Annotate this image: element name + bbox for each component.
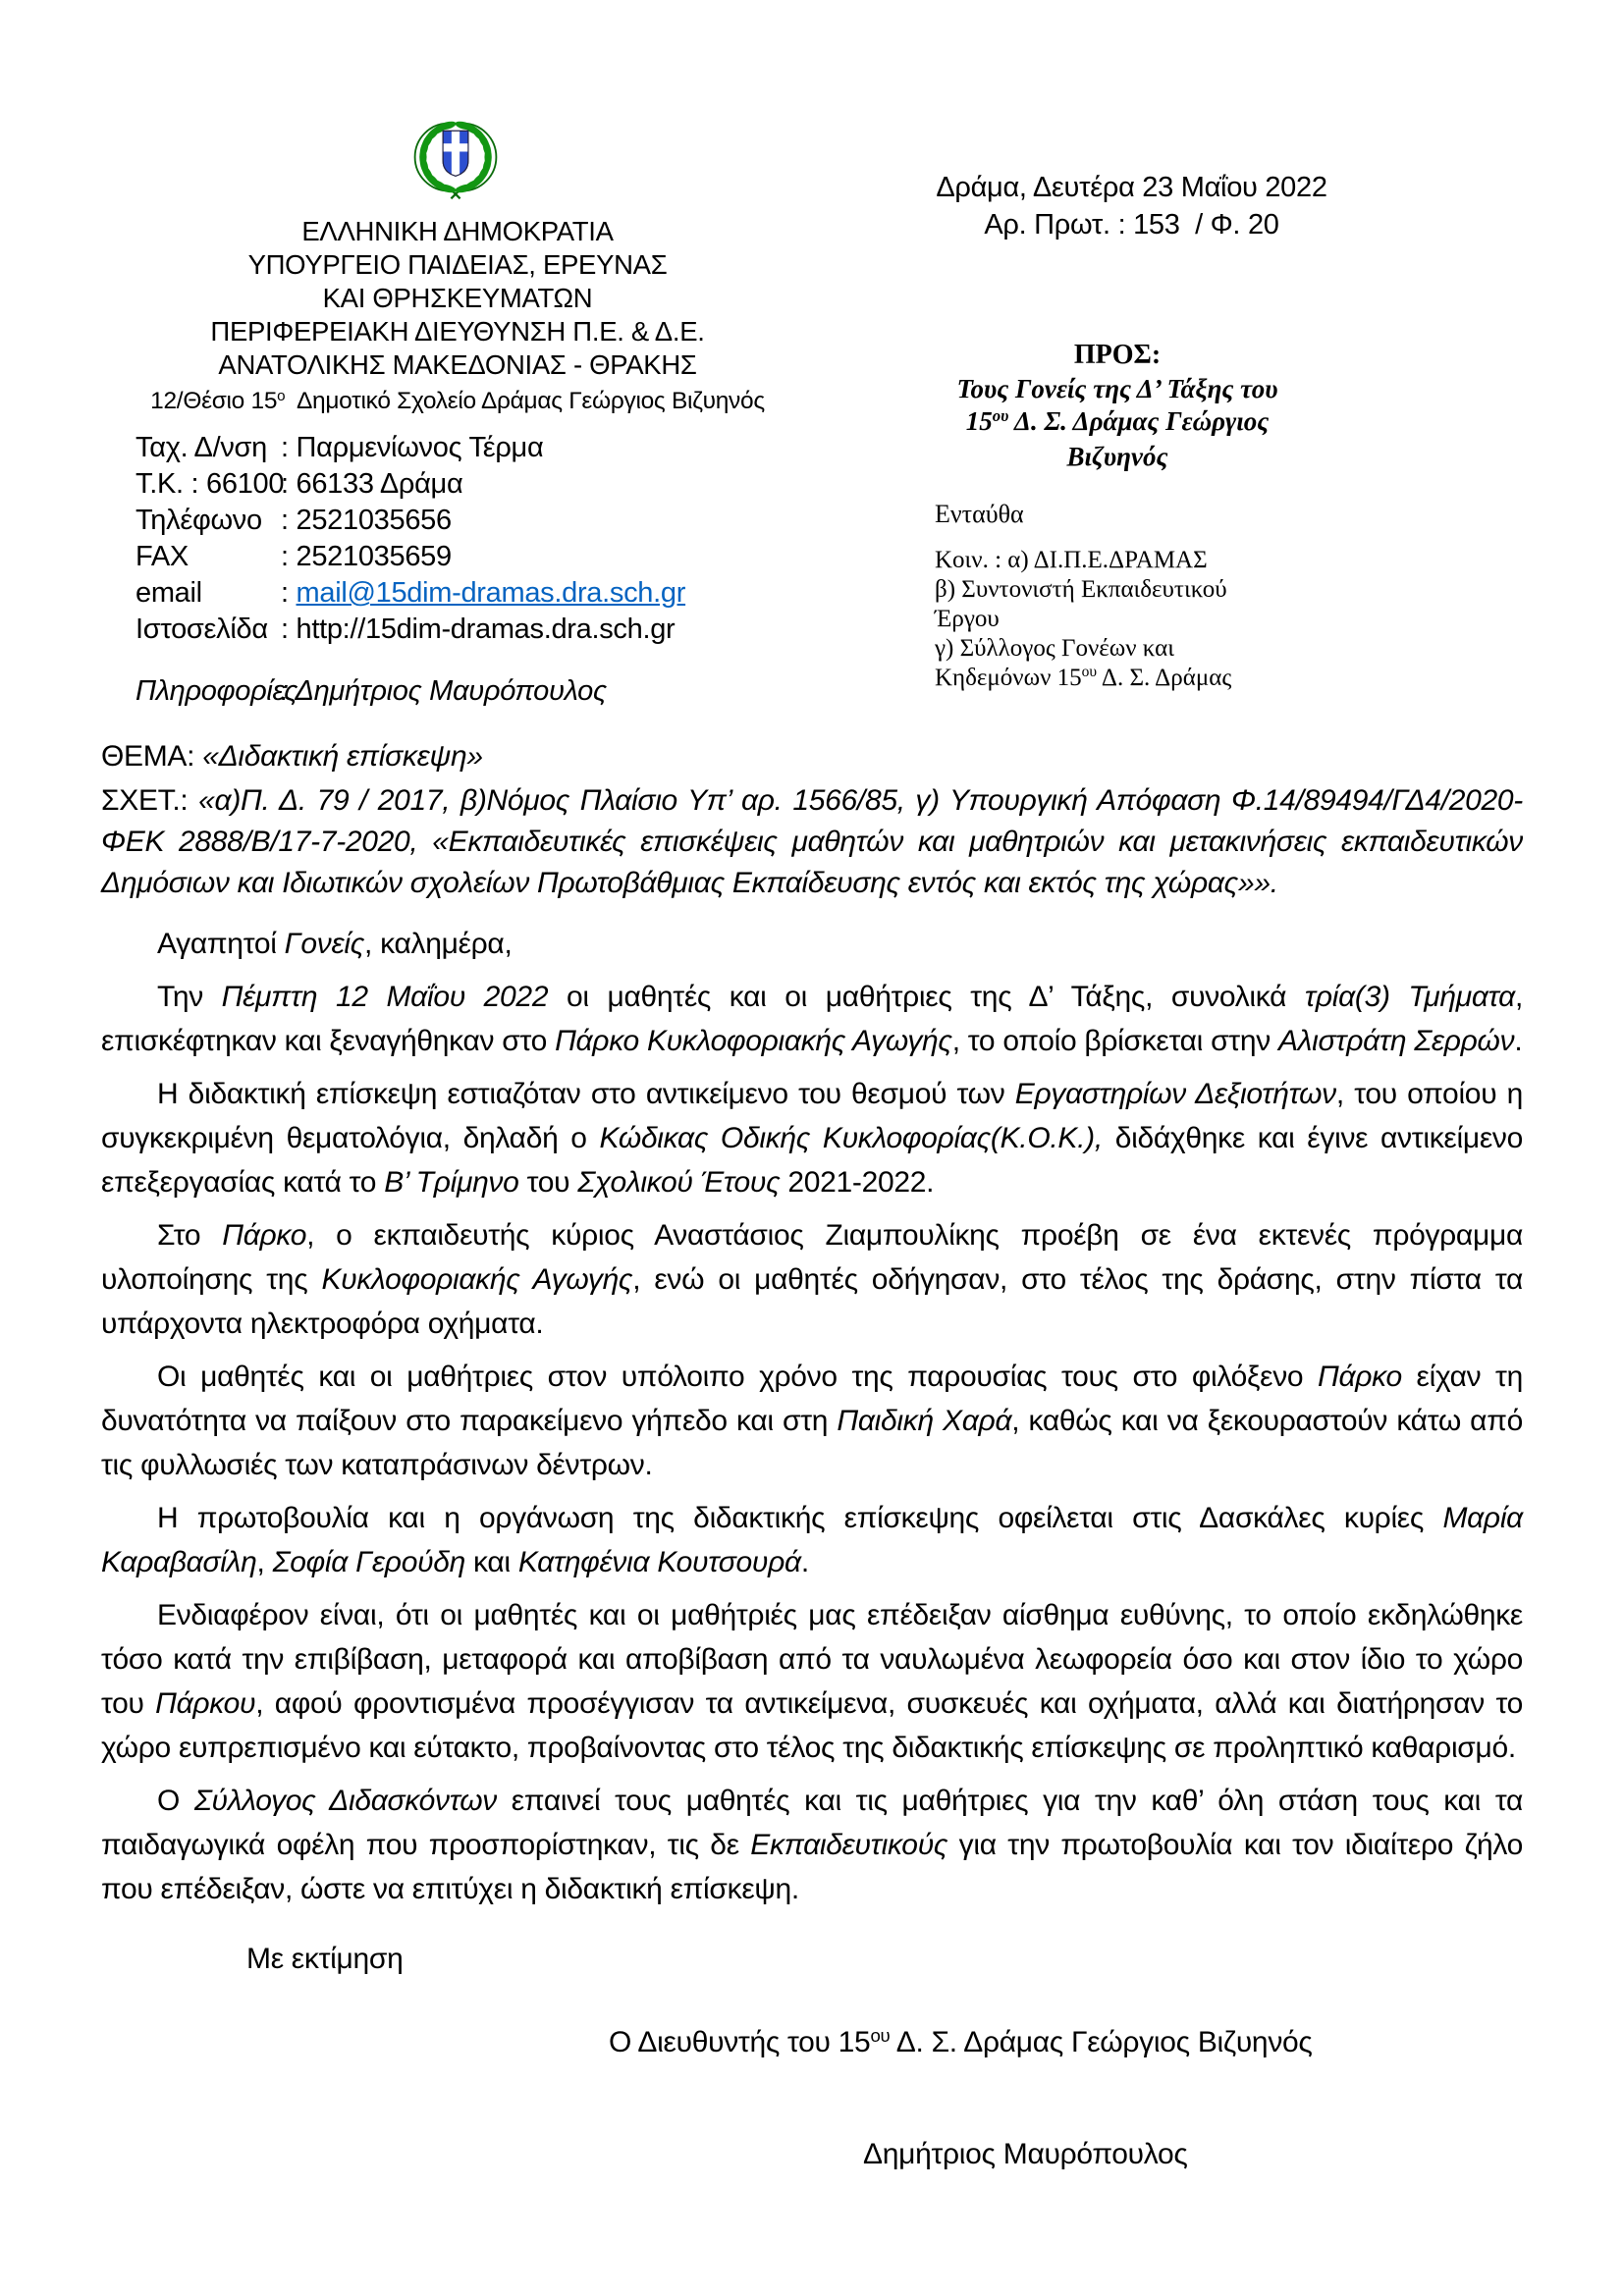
references-paragraph: ΣΧΕΤ.: «α)Π. Δ. 79 / 2017, β)Νόμος Πλαίσιο Υπ’ αρ. 1566/85, γ) Υπουργική Απόφαση Φ.14/89494/ΓΔ4/2020-ΦΕΚ 2888/Β/17-7-2020, «Εκπαιδευτικές επισκέψεις μαθητών και μαθητριών και μετακινήσεις εκπαιδευτικών Δημόσιων και Ιδιωτικών σχολείων Πρωτοβάθμιας Εκπαίδευσης εντός και εκτός της χώρας»». (101, 784, 1523, 899)
body-paragraph: Ο Σύλλογος Διδασκόντων επαινεί τους μαθητές και τις μαθήτριες για την καθ’ όλη στάση τους και τα παιδαγωγικά οφέλη που προσπορίστηκαν, τις δε Εκπαιδευτικούς για την πρωτοβουλία και τον ιδιαίτερο ζήλο που επέδειξαν, ώστε να επιτύχει η διδακτική επίσκεψη. (101, 1785, 1523, 1905)
koin-line: γ) Σύλλογος Γονέων και (935, 635, 1174, 662)
greek-coat-of-arms-emblem (410, 108, 501, 206)
letterhead-line: ΑΝΑΤΟΛΙΚΗΣ ΜΑΚΕΔΟΝΙΑΣ - ΘΡΑΚΗΣ (218, 349, 697, 380)
signature-title-line: Ο Διευθυντής του $15^{o\upsilon}$ Δ. Σ. Δράμας Γεώργιος Βιζυηνός (609, 2024, 1313, 2058)
koin-line: Έργου (935, 606, 1000, 632)
contact-label: FAX (135, 541, 189, 572)
body-paragraph: Οι μαθητές και οι μαθήτριες στον υπόλοιπο χρόνο της παρουσίας τους στο φιλόξενο Πάρκο είχαν τη δυνατότητα να παίξουν στο παρακείμενο γήπεδο και στη Παιδική Χαρά, καθώς και να ξεκουραστούν κάτω από τις φυλλωσιές των καταπράσινων δέντρων. (101, 1361, 1523, 1481)
cross-shield (443, 131, 468, 178)
contact-label: Ταχ. Δ/νση (135, 432, 267, 463)
contact-label: Τηλέφωνο (135, 505, 262, 536)
body-paragraph: Ενδιαφέρον είναι, ότι οι μαθητές και οι μαθήτριές μας επέδειξαν αίσθημα ευθύνης, το οποίο εκδηλώθηκε τόσο κατά την επιβίβαση, μεταφορά και αποβίβαση από τα ναυλωμένα λεωφορεία όσο και στον ίδιο το χώρο του Πάρκου, αφού φροντισμένα προσέγγισαν τα αντικείμενα, συσκευές και οχήματα, αλλά και διατήρησαν το χώρο ευπρεπισμένο και εύτακτο, προβαίνοντας στο τέλος της διδακτικής επίσκεψης σε προληπτικό καθαρισμό. (101, 1599, 1524, 1764)
contact-value: : http://15dim-dramas.dra.sch.gr (281, 614, 676, 645)
pros-line: Βιζυηνός (1066, 442, 1168, 471)
closing-line: Με εκτίμηση (246, 1943, 404, 1975)
koin-line: Κηδεμόνων $15^{o\upsilon}$ Δ. Σ. Δράμας (935, 664, 1232, 691)
info-label: Πληροφορίες (135, 675, 298, 707)
pros-line: $15^{o\upsilon}$ Δ. Σ. Δράμας Γεώργιος (965, 405, 1270, 436)
letterhead-line: ΠΕΡΙΦΕΡΕΙΑΚΗ ΔΙΕΥΘΥΝΣΗ Π.Ε. & Δ.Ε. (210, 316, 705, 347)
contact-row (135, 432, 685, 468)
body-paragraph: Η διδακτική επίσκεψη εστιαζόταν στο αντικείμενο του θεσμού των Εργαστηρίων Δεξιοτήτων, του οποίου η συγκεκριμένη θεματολόγια, δηλαδή ο Κώδικας Οδικής Κυκλοφορίας(Κ.Ο.Κ.), διδάχθηκε και έγινε αντικείμενο επεξεργασίας κατά το Β’ Τρίμηνο του Σχολικού Έτους 2021-2022. (101, 1078, 1523, 1199)
pros-title: ΠΡΟΣ: (1073, 340, 1162, 370)
contact-row (135, 577, 685, 614)
letter-body (101, 922, 1523, 1911)
subject-line: ΘΕΜΑ: «Διδακτική επίσκεψη» (101, 740, 483, 773)
letter-main (101, 734, 1523, 2176)
info-row (135, 675, 607, 708)
body-paragraph: Στο Πάρκο, ο εκπαιδευτής κύριος Αναστάσιος Ζιαμπουλίκης προέβη σε ένα εκτενές πρόγραμμα υλοποίησης της Κυκλοφοριακής Αγωγής, ενώ οι μαθητές οδήγησαν, στο τέλος της δράσης, στην πίστα τα υπάρχοντα ηλεκτροφόρα οχήματα. (101, 1219, 1523, 1340)
contact-label: Ιστοσελίδα (135, 614, 268, 645)
entautha-line: Ενταύθα (935, 500, 1024, 528)
contact-label: Τ.Κ. : 66100 (135, 468, 285, 500)
date-block (898, 169, 1365, 243)
contact-row (135, 505, 685, 541)
protocol-number-line: Αρ. Πρωτ. : 153 / Φ. 20 (984, 209, 1279, 240)
koin-line: Κοιν. : α) ΔΙ.Π.Ε.ΔΡΑΜΑΣ (935, 547, 1208, 573)
contact-label: email (135, 577, 202, 609)
info-value: : Δημήτριος Μαυρόπουλος (281, 675, 607, 707)
body-paragraph: Αγαπητοί Γονείς, καλημέρα, (157, 928, 513, 960)
contact-value: : Παρμενίωνος Τέρμα (281, 432, 544, 463)
contact-block (135, 432, 685, 650)
email-link[interactable]: mail@15dim-dramas.dra.sch.gr (296, 577, 686, 609)
koin-line: β) Συντονιστή Εκπαιδευτικού (935, 576, 1227, 603)
pros-recipient-lines (935, 373, 1300, 473)
place-date-line: Δράμα, Δευτέρα 23 Μαΐου 2022 (936, 172, 1327, 203)
contact-row (135, 541, 685, 577)
contact-value: : 2521035656 (281, 505, 452, 536)
contact-value: : mail@15dim-dramas.dra.sch.gr (281, 577, 686, 609)
contact-row (135, 614, 685, 650)
letterhead-line: ΕΛΛΗΝΙΚΗ ΔΗΜΟΚΡΑΤΙΑ (301, 216, 614, 246)
recipient-block (935, 340, 1300, 696)
contact-value: : 2521035659 (281, 541, 452, 572)
contact-value: : 66133 Δράμα (281, 468, 463, 500)
body-paragraph: Η πρωτοβουλία και η οργάνωση της διδακτικής επίσκεψης οφείλεται στις Δασκάλες κυρίες Μαρία Καραβασίλη, Σοφία Γερούδη και Κατηφένια Κουτσουρά. (101, 1502, 1523, 1578)
signature-name-line: Δημήτριος Μαυρόπουλος (863, 2138, 1188, 2170)
body-paragraph: Την Πέμπτη 12 Μαΐου 2022 οι μαθητές και οι μαθήτριες της Δ’ Τάξης, συνολικά τρία(3) Τμήματα, επισκέφτηκαν και ξεναγήθηκαν στο Πάρκο Κυκλοφοριακής Αγωγής, το οποίο βρίσκεται στην Αλιστράτη Σερρών. (101, 981, 1524, 1057)
pros-line: Τους Γονείς της Δ’ Τάξης του (956, 374, 1278, 403)
letterhead-line: ΥΠΟΥΡΓΕΙΟ ΠΑΙΔΕΙΑΣ, ΕΡΕΥΝΑΣ (247, 249, 668, 280)
contact-row (135, 468, 685, 505)
letterhead (86, 215, 829, 421)
koin-cc-block (935, 546, 1300, 696)
letterhead-line: ΚΑΙ ΘΡΗΣΚΕΥΜΑΤΩΝ (322, 283, 593, 313)
school-name-line: 12/Θέσιο $15^o$ Δημοτικό Σχολείο Δράμας Γεώργιος Βιζυηνός (150, 387, 765, 414)
